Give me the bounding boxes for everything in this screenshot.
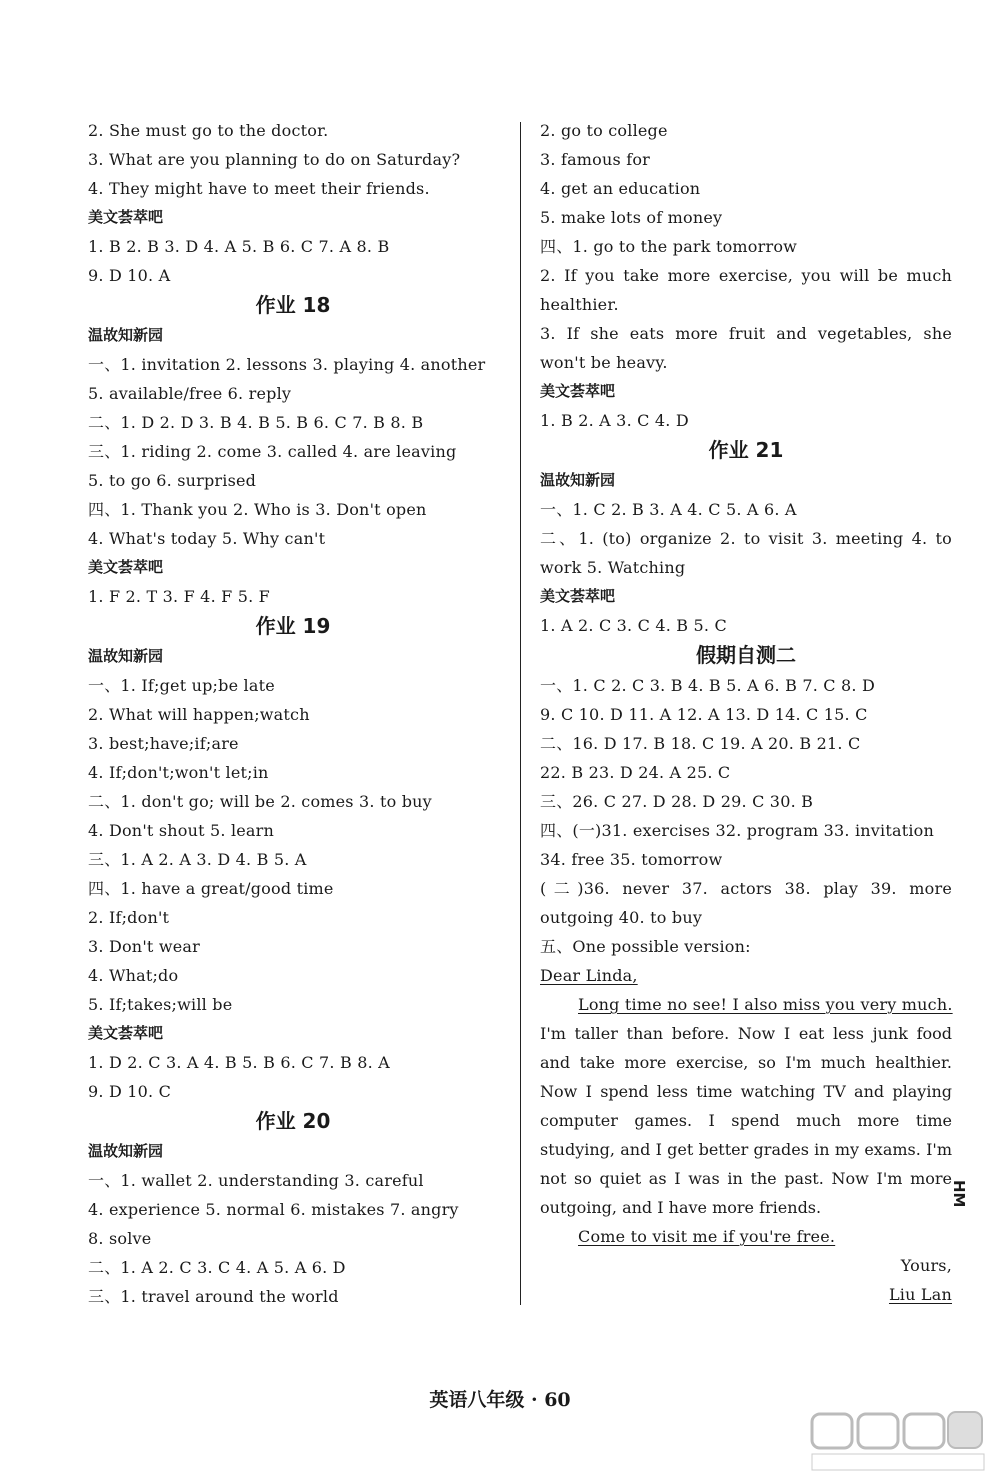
answer-line: 3. If she eats more fruit and vegetables, she won't be heavy.: [540, 324, 952, 372]
answer-line: 1. B 2. A 3. C 4. D: [540, 411, 689, 430]
answer-line: 4. What's today 5. Why can't: [88, 529, 326, 548]
assignment-heading: 作业 19: [255, 614, 331, 638]
left-column: [88, 116, 498, 1311]
answer-line: 一、1. C 2. C 3. B 4. B 5. A 6. B 7. C 8. D: [540, 676, 875, 695]
letter-body: I'm taller than before. Now I eat less junk food and take more exercise, so I'm much healthier. Now I spend less time watching TV and playing computer games. I spend much more time studying, and I get better grades in my exams. I'm not so quiet as I was in the past. Now I'm more outgoing, and I have more friends.: [540, 1024, 952, 1217]
answer-line: 五、One possible version:: [540, 937, 751, 956]
answer-line: 22. B 23. D 24. A 25. C: [540, 763, 731, 782]
page-footer: 英语八年级 · 60: [429, 1389, 571, 1411]
answer-line: 3. famous for: [540, 150, 651, 169]
answer-line: 一、1. invitation 2. lessons 3. playing 4. another: [88, 355, 486, 374]
answer-line: 二、1. (to) organize 2. to visit 3. meeting 4. to work 5. Watching: [540, 529, 952, 577]
column-divider: [520, 122, 521, 1305]
answer-line: 9. D 10. A: [88, 266, 171, 285]
section-label: 美文荟萃吧: [88, 208, 164, 226]
assignment-heading: 假期自测二: [696, 643, 796, 667]
answer-line: 二、1. don't go; will be 2. comes 3. to buy: [88, 792, 432, 811]
answer-line: 4. get an education: [540, 179, 701, 198]
side-mark: HM: [950, 1180, 968, 1208]
answer-line: 4. If;don't;won't let;in: [88, 763, 269, 782]
answer-line: 2. If;don't: [88, 908, 170, 927]
answer-line: 2. If you take more exercise, you will be much healthier.: [540, 266, 952, 314]
answer-line: 二、1. A 2. C 3. C 4. A 5. A 6. D: [88, 1258, 346, 1277]
answer-line: 四、1. Thank you 2. Who is 3. Don't open: [88, 500, 427, 519]
section-label: 美文荟萃吧: [88, 1024, 164, 1042]
assignment-heading: 作业 21: [708, 438, 784, 462]
answer-line: 34. free 35. tomorrow: [540, 850, 723, 869]
answer-line: 5. to go 6. surprised: [88, 471, 257, 490]
answer-line: 四、(一)31. exercises 32. program 33. invitation: [540, 821, 934, 840]
answer-line: 1. F 2. T 3. F 4. F 5. F: [88, 587, 270, 606]
answer-line: 一、1. If;get up;be late: [88, 676, 275, 695]
answer-line: 8. solve: [88, 1229, 152, 1248]
answer-line: 4. Don't shout 5. learn: [88, 821, 275, 840]
answer-line: 四、1. go to the park tomorrow: [540, 237, 798, 256]
section-label: 美文荟萃吧: [540, 382, 616, 400]
watermark-logo: [808, 1408, 988, 1474]
answer-line: 一、1. C 2. B 3. A 4. C 5. A 6. A: [540, 500, 797, 519]
answer-line: 三、26. C 27. D 28. D 29. C 30. B: [540, 792, 814, 811]
answer-line: 二、1. D 2. D 3. B 4. B 5. B 6. C 7. B 8. B: [88, 413, 424, 432]
answer-line: 2. What will happen;watch: [88, 705, 310, 724]
answer-line: 三、1. travel around the world: [88, 1287, 339, 1306]
assignment-heading: 作业 18: [255, 293, 331, 317]
answer-line: 1. B 2. B 3. D 4. A 5. B 6. C 7. A 8. B: [88, 237, 390, 256]
answer-line: 4. experience 5. normal 6. mistakes 7. angry: [88, 1200, 459, 1219]
answer-line: 9. D 10. C: [88, 1082, 172, 1101]
answer-line: 1. D 2. C 3. A 4. B 5. B 6. C 7. B 8. A: [88, 1053, 390, 1072]
answer-line: 3. Don't wear: [88, 937, 200, 956]
letter-greeting: Dear Linda,: [540, 966, 638, 985]
answer-line: 5. make lots of money: [540, 208, 723, 227]
section-label: 温故知新园: [88, 647, 164, 665]
answer-line: 三、1. riding 2. come 3. called 4. are leaving: [88, 442, 457, 461]
answer-line: 1. A 2. C 3. C 4. B 5. C: [540, 616, 727, 635]
answer-line: (二)36. never 37. actors 38. play 39. more outgoing 40. to buy: [540, 879, 952, 927]
section-label: 美文荟萃吧: [540, 587, 616, 605]
section-label: 温故知新园: [88, 326, 164, 344]
answer-line: 三、1. A 2. A 3. D 4. B 5. A: [88, 850, 307, 869]
answer-line: 一、1. wallet 2. understanding 3. careful: [88, 1171, 424, 1190]
answer-line: 四、1. have a great/good time: [88, 879, 334, 898]
answer-line: 4. They might have to meet their friends.: [88, 179, 430, 198]
letter-line: Come to visit me if you're free.: [578, 1227, 836, 1246]
answer-line: 4. What;do: [88, 966, 179, 985]
answer-line: 3. best;have;if;are: [88, 734, 239, 753]
answer-line: 2. go to college: [540, 121, 668, 140]
letter-signature: Liu Lan: [888, 1285, 952, 1304]
answer-line: 二、16. D 17. B 18. C 19. A 20. B 21. C: [540, 734, 861, 753]
letter-line: Long time no see! I also miss you very much.: [578, 995, 953, 1014]
letter-closing: Yours,: [900, 1256, 952, 1275]
right-column: [540, 116, 952, 1309]
section-label: 温故知新园: [540, 471, 616, 489]
answer-line: 2. She must go to the doctor.: [88, 121, 329, 140]
answer-line: 5. If;takes;will be: [88, 995, 233, 1014]
answer-line: 3. What are you planning to do on Saturday?: [88, 150, 461, 169]
section-label: 温故知新园: [88, 1142, 164, 1160]
assignment-heading: 作业 20: [255, 1109, 331, 1133]
section-label: 美文荟萃吧: [88, 558, 164, 576]
answer-line: 5. available/free 6. reply: [88, 384, 292, 403]
answer-line: 9. C 10. D 11. A 12. A 13. D 14. C 15. C: [540, 705, 868, 724]
